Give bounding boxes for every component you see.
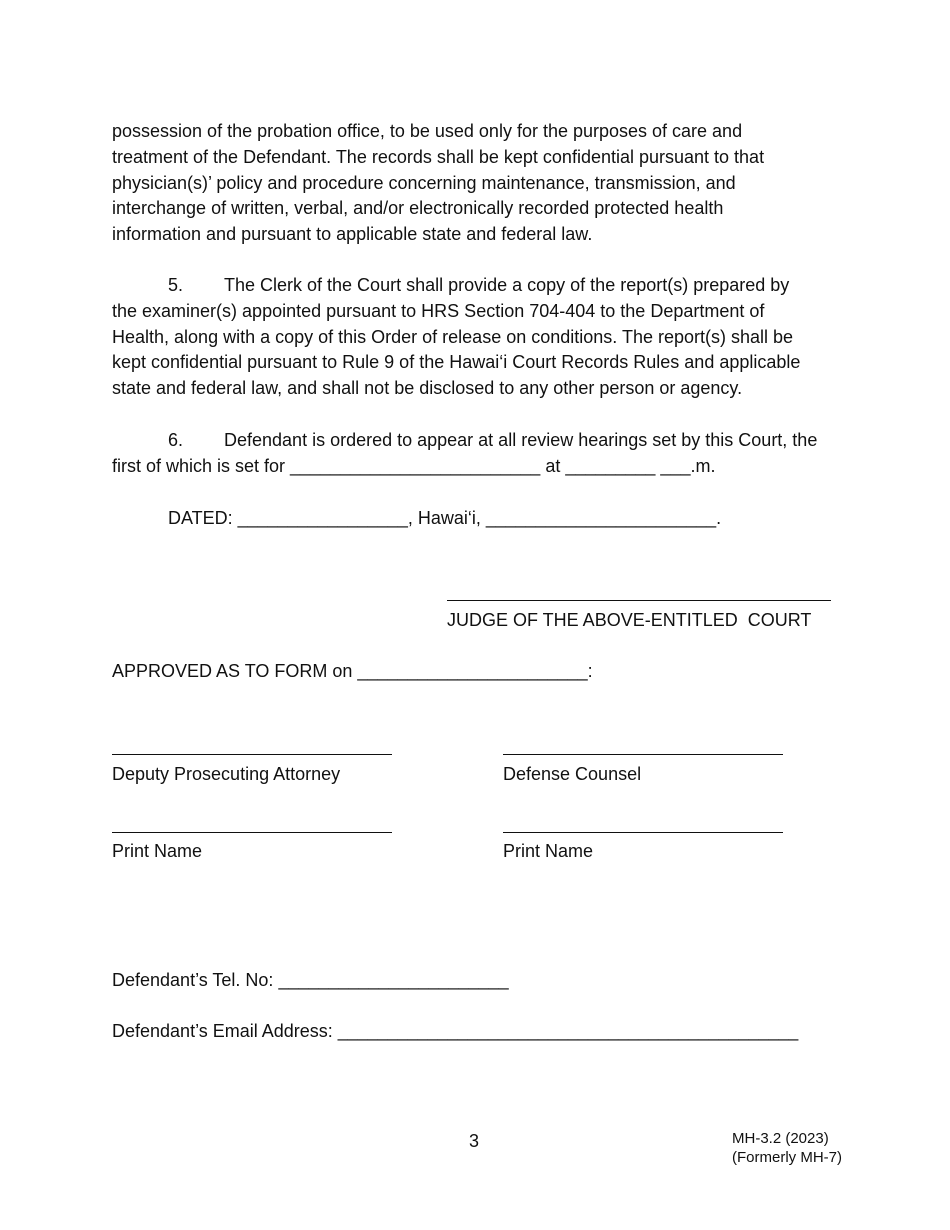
paragraph-number: 5. [168,275,184,295]
paragraph-text: The Clerk of the Court shall provide a copy of the report(s) prepared by [224,275,790,295]
paragraph-line: kept confidential pursuant to Rule 9 of the Hawai‘i Court Records Rules and applicable [112,352,801,372]
defense-role-label: Defense Counsel [503,764,642,784]
paragraph-number: 6. [168,430,184,450]
paragraph-line: possession of the probation office, to be used only for the purposes of care and [112,121,743,141]
paragraph-line: interchange of written, verbal, and/or electronically recorded protected health [112,198,724,218]
defendant-tel-line[interactable]: Defendant’s Tel. No: _______________________ [112,970,509,990]
judge-signature-line[interactable] [447,600,831,601]
dated-line[interactable]: DATED: _________________, Hawai‘i, _______________________. [168,508,722,528]
page-number: 3 [469,1131,480,1151]
form-id: MH-3.2 (2023) [732,1130,829,1147]
former-form-id: (Formerly MH-7) [732,1149,842,1166]
prosecutor-print-name-line[interactable] [112,832,392,833]
paragraph-line: physician(s)’ policy and procedure concerning maintenance, transmission, and [112,173,736,193]
judge-title: JUDGE OF THE ABOVE-ENTITLED COURT [447,610,812,630]
paragraph-line: Health, along with a copy of this Order of release on conditions. The report(s) shall be [112,327,794,347]
defense-print-name-line[interactable] [503,832,783,833]
paragraph-line: treatment of the Defendant. The records shall be kept confidential pursuant to that [112,147,765,167]
defendant-email-line[interactable]: Defendant’s Email Address: ______________________________________________ [112,1021,799,1041]
paragraph-line: the examiner(s) appointed pursuant to HRS Section 704-404 to the Department of [112,301,765,321]
paragraph-text: Defendant is ordered to appear at all review hearings set by this Court, the [224,430,818,450]
hearing-date-line[interactable]: first of which is set for _________________________ at _________ ___.m. [112,456,716,476]
paragraph-5-first-line [168,274,789,296]
paragraph-6-first-line [168,429,817,451]
approved-as-to-form-line[interactable]: APPROVED AS TO FORM on _______________________: [112,661,593,681]
prosecutor-print-name-label: Print Name [112,841,203,861]
defense-signature-line[interactable] [503,754,783,755]
prosecutor-signature-line[interactable] [112,754,392,755]
defense-print-name-label: Print Name [503,841,594,861]
prosecutor-role-label: Deputy Prosecuting Attorney [112,764,341,784]
paragraph-line: state and federal law, and shall not be disclosed to any other person or agency. [112,378,743,398]
paragraph-line: information and pursuant to applicable state and federal law. [112,224,593,244]
